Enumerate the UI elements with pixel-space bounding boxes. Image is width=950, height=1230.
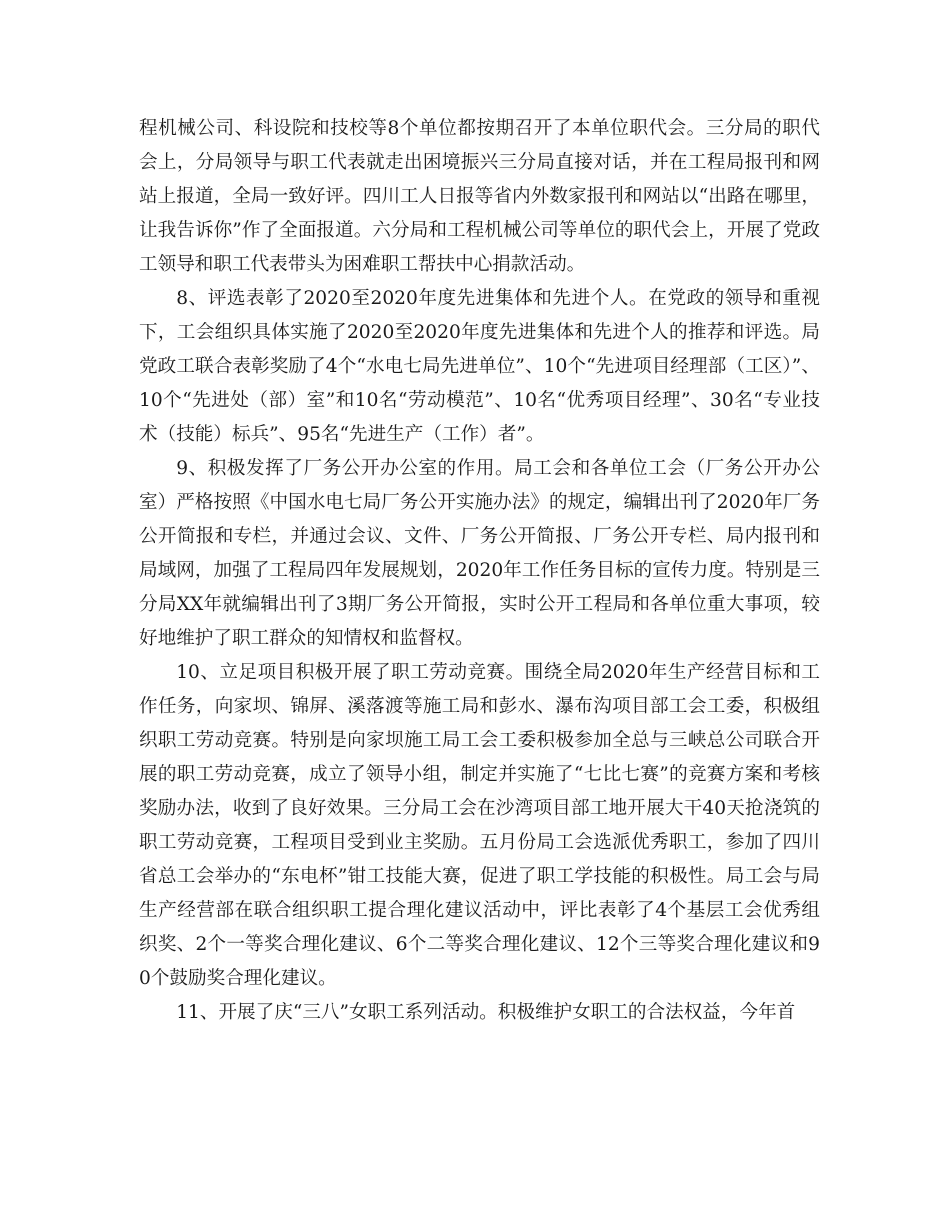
paragraph-item-11: 11、开展了庆“三八”女职工系列活动。积极维护女职工的合法权益，今年首 (176, 1002, 796, 1023)
paragraph-item-9: 9、积极发挥了厂务公开办公室的作用。局工会和各单位工会（厂务公开办公室）严格按照《中国水电七局厂务公开实施办法》的规定，编辑出刊了2020年厂务公开简报和专栏，并通过会议、文件、厂务公开简报、厂务公开专栏、局内报刊和局域网，加强了工程局四年发展规划，2020年工作任务目标的宣传力度。特别是三分局XX年就编辑出刊了3期厂务公开简报，实时公开工程局和各单位重大事项，较好地维护了职工群众的知情权和监督权。 (139, 458, 820, 649)
document-body (139, 112, 820, 1030)
paragraph-item-8: 8、评选表彰了2020至2020年度先进集体和先进个人。在党政的领导和重视下，工会组织具体实施了2020至2020年度先进集体和先进个人的推荐和评选。局党政工联合表彰奖励了4个“水电七局先进单位”、10个“先进项目经理部（工区）”、10个“先进处（部）室”和10名“劳动模范”、10名“优秀项目经理”、30名“专业技术（技能）标兵”、95名“先进生产（工作）者”。 (139, 288, 820, 445)
paragraph-continuation: 程机械公司、科设院和技校等8个单位都按期召开了本单位职代会。三分局的职代会上，分局领导与职工代表就走出困境振兴三分局直接对话，并在工程局报刊和网站上报道，全局一致好评。四川工人日报等省内外数家报刊和网站以“出路在哪里，让我告诉你”作了全面报道。六分局和工程机械公司等单位的职代会上，开展了党政工领导和职工代表带头为困难职工帮扶中心捐款活动。 (139, 118, 820, 275)
paragraph-item-10: 10、立足项目积极开展了职工劳动竞赛。围绕全局2020年生产经营目标和工作任务，向家坝、锦屏、溪落渡等施工局和彭水、瀑布沟项目部工会工委，积极组织职工劳动竞赛。特别是向家坝施工局工会工委积极参加全总与三峡总公司联合开展的职工劳动竞赛，成立了领导小组，制定并实施了“七比七赛”的竞赛方案和考核奖励办法，收到了良好效果。三分局工会在沙湾项目部工地开展大干40天抢浇筑的职工劳动竞赛，工程项目受到业主奖励。五月份局工会选派优秀职工，参加了四川省总工会举办的“东电杯”钳工技能大赛，促进了职工学技能的积极性。局工会与局生产经营部在联合组织职工提合理化建议活动中，评比表彰了4个基层工会优秀组织奖、2个一等奖合理化建议、6个二等奖合理化建议、12个三等奖合理化建议和90个鼓励奖合理化建议。 (139, 662, 820, 989)
